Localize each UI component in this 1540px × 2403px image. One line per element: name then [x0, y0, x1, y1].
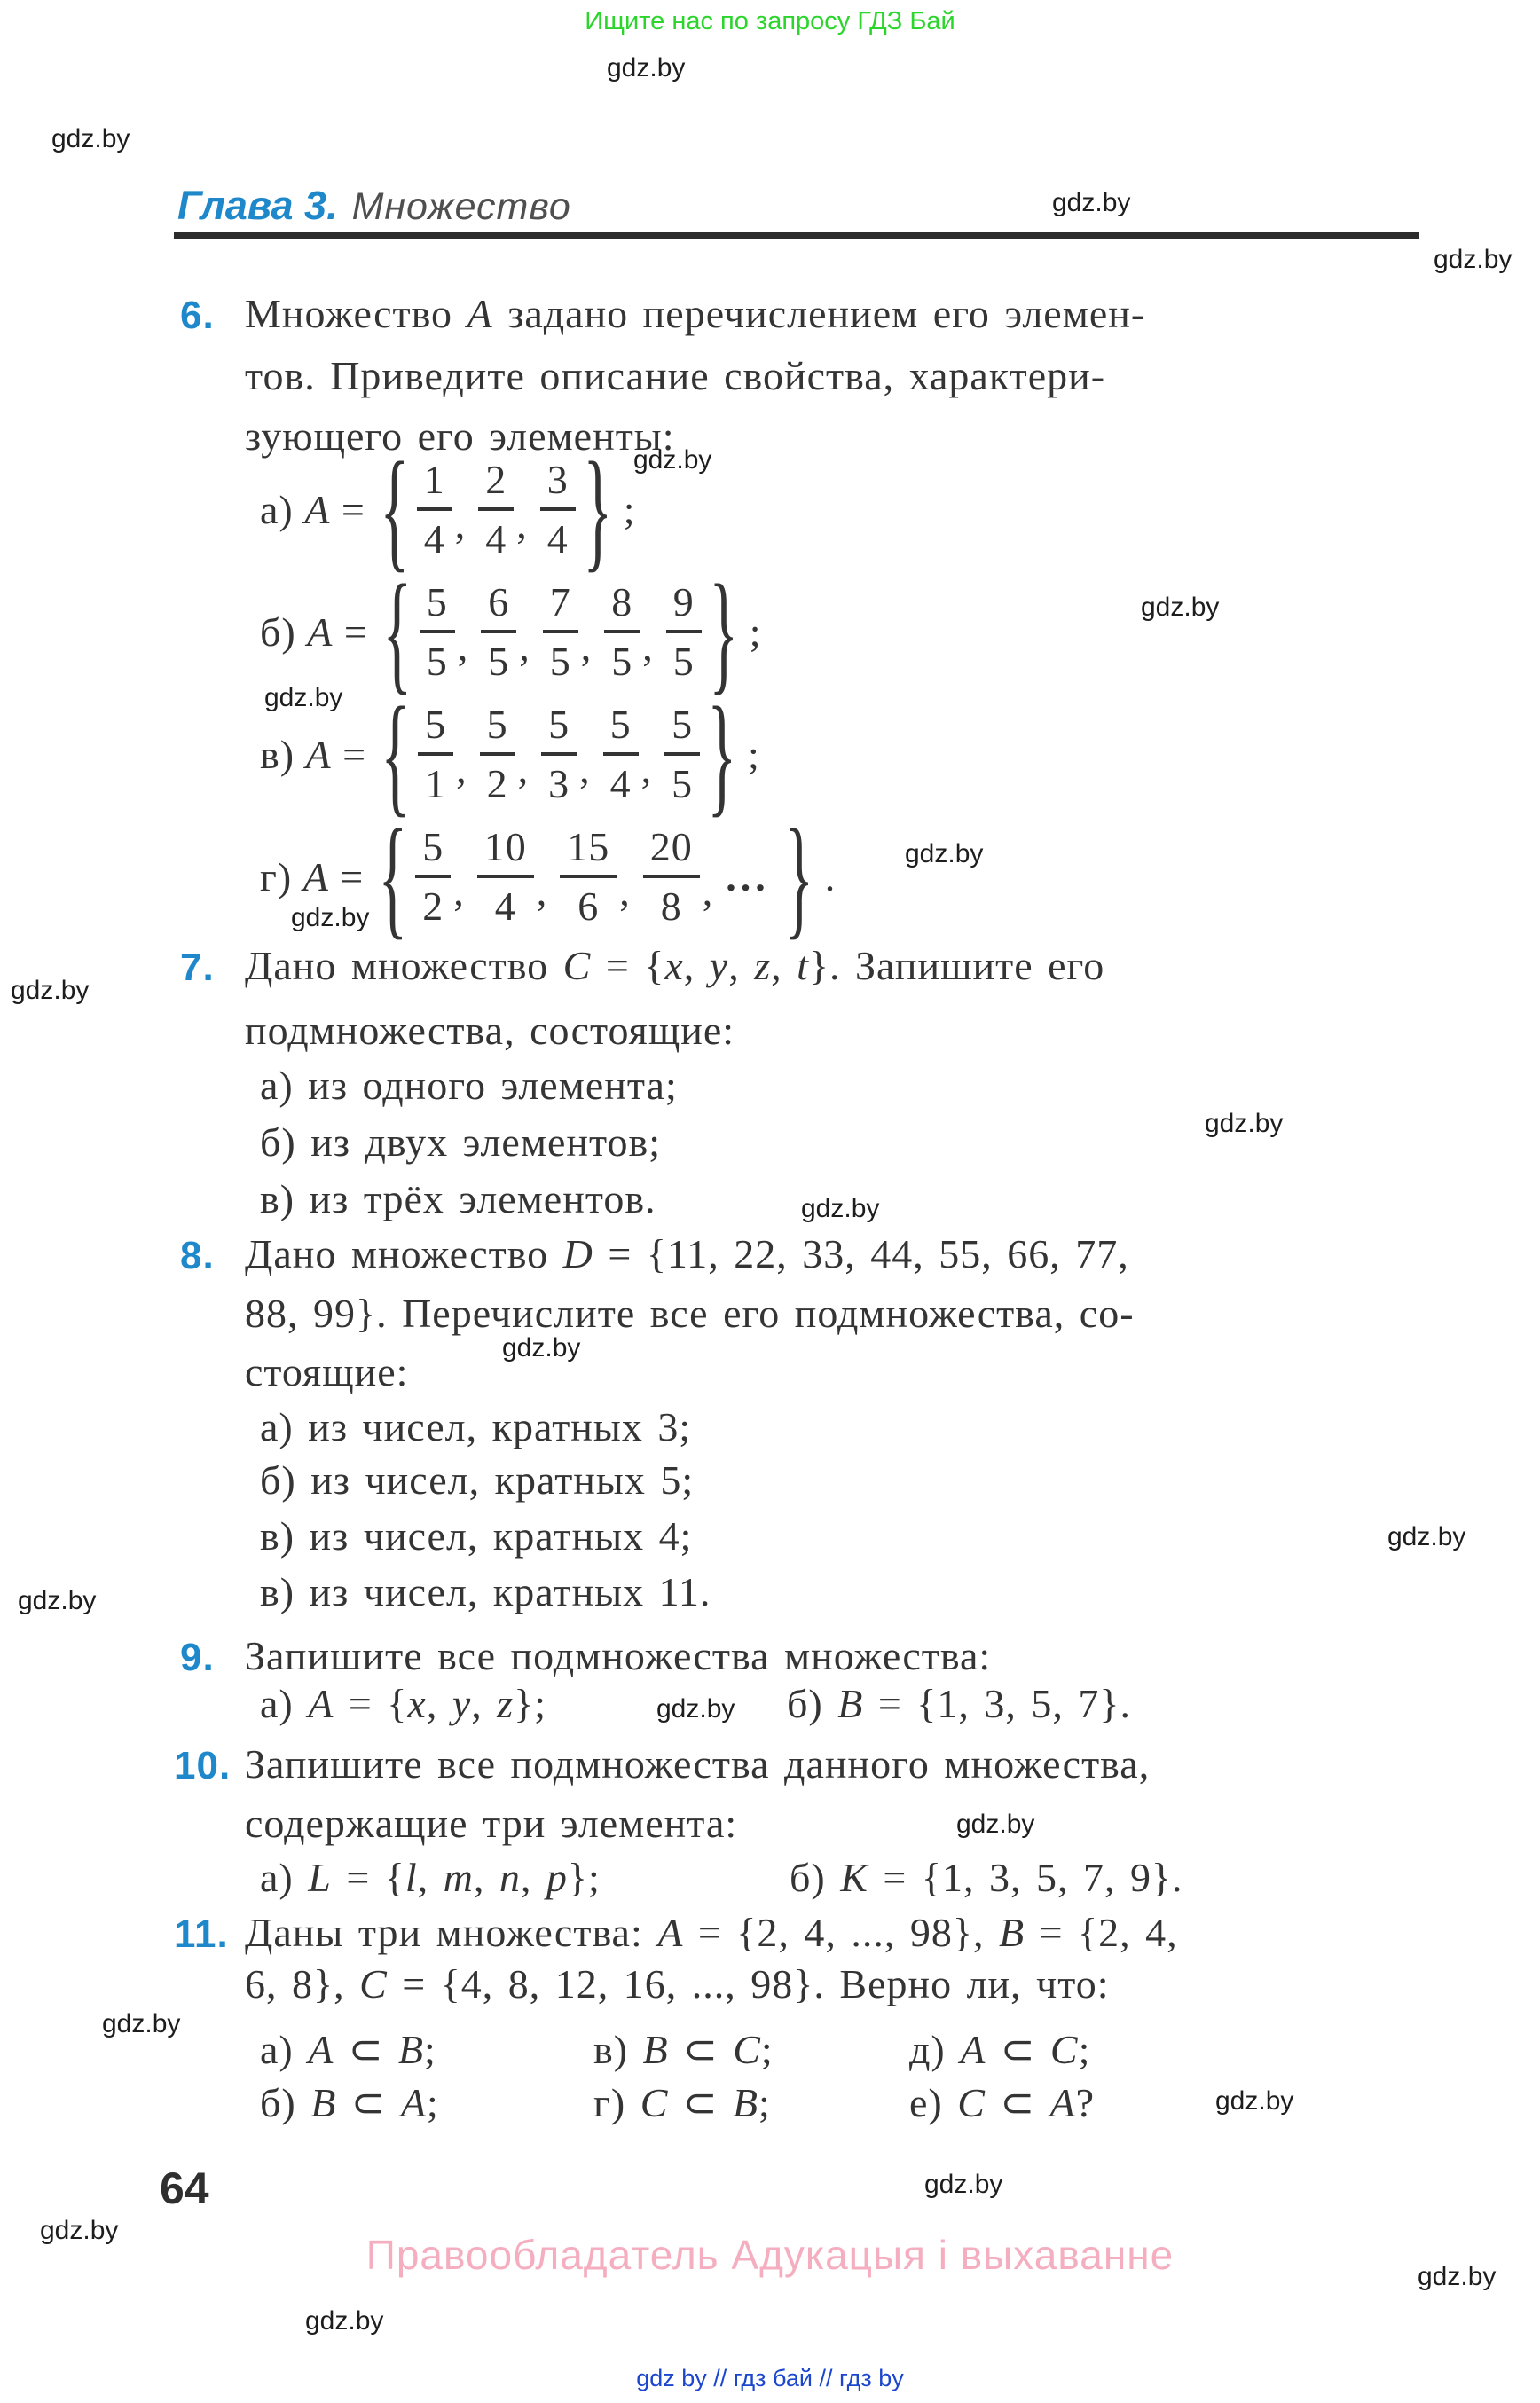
problem-7-line-1: Дано множество C = {x, y, z, t}. Запишите его — [245, 943, 1105, 988]
close-brace: } — [709, 556, 739, 706]
comma: , — [702, 868, 714, 914]
denominator: 5 — [672, 638, 695, 684]
fraction — [643, 825, 700, 929]
gdz-watermark: gdz.by — [1205, 1109, 1284, 1138]
denominator: 4 — [423, 515, 445, 561]
close-brace: } — [784, 801, 814, 951]
gdz-watermark: gdz.by — [40, 2216, 119, 2245]
fraction — [604, 580, 640, 684]
problem-11-item-a: а) A ⊂ B; — [260, 2027, 436, 2072]
fraction — [481, 580, 516, 684]
comma: , — [619, 868, 631, 914]
numerator: 5 — [418, 703, 453, 756]
denominator: 6 — [578, 883, 600, 929]
numerator: 5 — [603, 703, 639, 756]
problem-7-item-v: в) из трёх элементов. — [260, 1176, 656, 1221]
gdz-watermark: gdz.by — [801, 1194, 880, 1223]
comma: , — [642, 623, 654, 669]
punctuation: ; — [749, 609, 762, 655]
gdz-watermark: gdz.by — [1141, 593, 1220, 622]
gdz-watermark: gdz.by — [305, 2306, 384, 2336]
item-label: г) A = — [260, 853, 365, 899]
fraction — [543, 580, 578, 684]
gdz-watermark: gdz.by — [656, 1694, 735, 1724]
gdz-watermark: gdz.by — [956, 1810, 1035, 1839]
comma: , — [456, 745, 468, 791]
problem-8-item-v1: в) из чисел, кратных 4; — [260, 1513, 693, 1559]
ellipsis: ... — [726, 853, 770, 899]
comma: , — [516, 500, 528, 546]
numerator: 2 — [478, 458, 514, 511]
problem-9-line-1: Запишите все подмножества множества: — [245, 1633, 992, 1678]
numerator: 1 — [417, 458, 452, 511]
denominator: 5 — [672, 760, 694, 806]
fraction — [420, 580, 455, 684]
problem-6-line-3: зующего его элементы: — [245, 413, 675, 459]
chapter-header — [177, 183, 571, 229]
problem-7-item-a: а) из одного элемента; — [260, 1063, 678, 1108]
gdz-watermark: gdz.by — [1052, 188, 1131, 217]
close-brace: } — [583, 434, 613, 584]
numerator: 10 — [477, 825, 534, 878]
denominator: 5 — [549, 638, 571, 684]
fraction — [560, 825, 617, 929]
gdz-watermark: gdz.by — [102, 2009, 181, 2038]
gdz-watermark: gdz.by — [264, 683, 343, 712]
problem-11-item-b: б) B ⊂ A; — [260, 2080, 439, 2125]
denominator: 1 — [425, 760, 447, 806]
denominator: 5 — [611, 638, 633, 684]
gdz-watermark: gdz.by — [633, 445, 712, 475]
fraction — [666, 580, 702, 684]
gdz-watermark: gdz.by — [291, 903, 370, 932]
numerator: 6 — [481, 580, 516, 633]
comma: , — [536, 868, 548, 914]
gdz-watermark: gdz.by — [502, 1333, 581, 1362]
numerator: 5 — [420, 580, 455, 633]
gdz-watermark: gdz.by — [51, 124, 130, 153]
denominator: 2 — [422, 883, 444, 929]
gdz-watermark: gdz.by — [1215, 2086, 1294, 2116]
problem-10-item-a: а) L = {l, m, n, p}; — [260, 1855, 601, 1900]
problem-7-number: 7. — [180, 946, 215, 989]
numerator: 8 — [604, 580, 640, 633]
comma: , — [457, 623, 469, 669]
item-label: в) A = — [260, 731, 367, 777]
gdz-watermark: gdz.by — [1434, 245, 1512, 274]
open-brace: { — [378, 801, 408, 951]
problem-8-line-3: стоящие: — [245, 1349, 409, 1394]
punctuation: ; — [748, 731, 760, 777]
denominator: 2 — [486, 760, 508, 806]
denominator: 5 — [426, 638, 448, 684]
problem-9-item-b: б) B = {1, 3, 5, 7}. — [787, 1681, 1131, 1726]
problem-11-line-1: Даны три множества: A = {2, 4, ..., 98}, B = {2, 4, — [245, 1910, 1178, 1955]
comma: , — [579, 745, 591, 791]
gdz-watermark: gdz.by — [924, 2170, 1003, 2199]
comma: , — [453, 868, 465, 914]
item-label: б) A = — [260, 609, 368, 655]
fraction — [541, 703, 577, 806]
comma: , — [519, 623, 530, 669]
numerator: 5 — [415, 825, 451, 878]
fraction — [477, 825, 534, 929]
problem-6-number: 6. — [180, 294, 215, 337]
punctuation: ; — [623, 486, 636, 532]
open-brace: { — [380, 434, 410, 584]
fraction — [418, 703, 453, 806]
problem-6-line-1: Множество A задано перечислением его элемен- — [245, 291, 1146, 336]
fraction — [417, 458, 452, 561]
problem-8-item-v2: в) из чисел, кратных 11. — [260, 1569, 711, 1614]
comma: , — [517, 745, 530, 791]
gdz-watermark: gdz.by — [905, 839, 984, 868]
promo-banner-text: Ищите нас по запросу ГДЗ Бай — [585, 7, 955, 35]
problem-11-line-2: 6, 8}, C = {4, 8, 12, 16, ..., 98}. Верно ли, что: — [245, 1961, 1110, 2006]
numerator: 15 — [560, 825, 617, 878]
denominator: 4 — [546, 515, 569, 561]
chapter-title: Множество — [351, 185, 571, 228]
gdz-watermark: gdz.by — [11, 976, 90, 1005]
numerator: 9 — [666, 580, 702, 633]
gdz-watermark: gdz.by — [1387, 1522, 1466, 1551]
problem-6-line-2: тов. Приведите описание свойства, характери- — [245, 353, 1106, 398]
problem-9-item-a: а) A = {x, y, z}; — [260, 1681, 546, 1726]
problem-9-number: 9. — [180, 1636, 215, 1679]
problem-7-item-b: б) из двух элементов; — [260, 1119, 661, 1165]
problem-7-line-2: подмножества, состоящие: — [245, 1008, 735, 1053]
copyright-text: Правообладатель Адукацыя і выхаванне — [365, 2232, 1175, 2278]
open-brace: { — [382, 556, 412, 706]
fraction — [603, 703, 639, 806]
gdz-watermark: gdz.by — [1418, 2262, 1497, 2291]
problem-11-number: 11. — [174, 1912, 229, 1956]
item-label: а) A = — [260, 486, 365, 532]
denominator: 8 — [660, 883, 682, 929]
problem-10-item-b: б) K = {1, 3, 5, 7, 9}. — [790, 1855, 1183, 1900]
open-brace: { — [381, 679, 411, 828]
problem-11-item-d: д) A ⊂ C; — [909, 2027, 1091, 2072]
numerator: 5 — [664, 703, 700, 756]
close-brace: } — [707, 679, 737, 828]
chapter-label: Глава 3. — [177, 183, 338, 228]
problem-11-item-g: г) C ⊂ B; — [593, 2080, 771, 2125]
problem-10-number: 10. — [174, 1744, 232, 1787]
numerator: 5 — [541, 703, 577, 756]
denominator: 5 — [488, 638, 510, 684]
denominator: 4 — [494, 883, 516, 929]
problem-8-number: 8. — [180, 1234, 215, 1277]
problem-8-item-a: а) из чисел, кратных 3; — [260, 1404, 692, 1449]
comma: , — [580, 623, 593, 669]
numerator: 7 — [543, 580, 578, 633]
fraction — [478, 458, 514, 561]
fraction — [415, 825, 451, 929]
problem-10-line-2: содержащие три элемента: — [245, 1801, 738, 1846]
comma: , — [640, 745, 653, 791]
numerator: 20 — [643, 825, 700, 878]
page-number: 64 — [160, 2163, 209, 2213]
problem-8-line-2: 88, 99}. Перечислите все его подмножества, со- — [245, 1291, 1135, 1336]
gdz-watermark: gdz.by — [607, 53, 686, 82]
comma: , — [454, 500, 467, 546]
numerator: 3 — [540, 458, 576, 511]
punctuation: . — [824, 853, 837, 899]
problem-10-line-1: Запишите все подмножества данного множества, — [245, 1741, 1151, 1787]
problem-6-item-a — [260, 434, 636, 584]
gdz-watermark: gdz.by — [18, 1586, 97, 1615]
numerator: 5 — [480, 703, 515, 756]
denominator: 3 — [548, 760, 570, 806]
fraction — [480, 703, 515, 806]
denominator: 4 — [485, 515, 507, 561]
problem-11-item-v: в) B ⊂ C; — [593, 2027, 774, 2072]
fraction — [664, 703, 700, 806]
denominator: 4 — [609, 760, 632, 806]
problem-8-line-1: Дано множество D = {11, 22, 33, 44, 55, 66, 77, — [245, 1231, 1129, 1276]
problem-11-item-e: е) C ⊂ A? — [909, 2080, 1096, 2125]
footer-links: gdz by // гдз бай // гдз by — [636, 2365, 904, 2391]
header-divider-rule — [174, 232, 1419, 239]
fraction — [540, 458, 576, 561]
problem-8-item-b: б) из чисел, кратных 5; — [260, 1457, 695, 1503]
